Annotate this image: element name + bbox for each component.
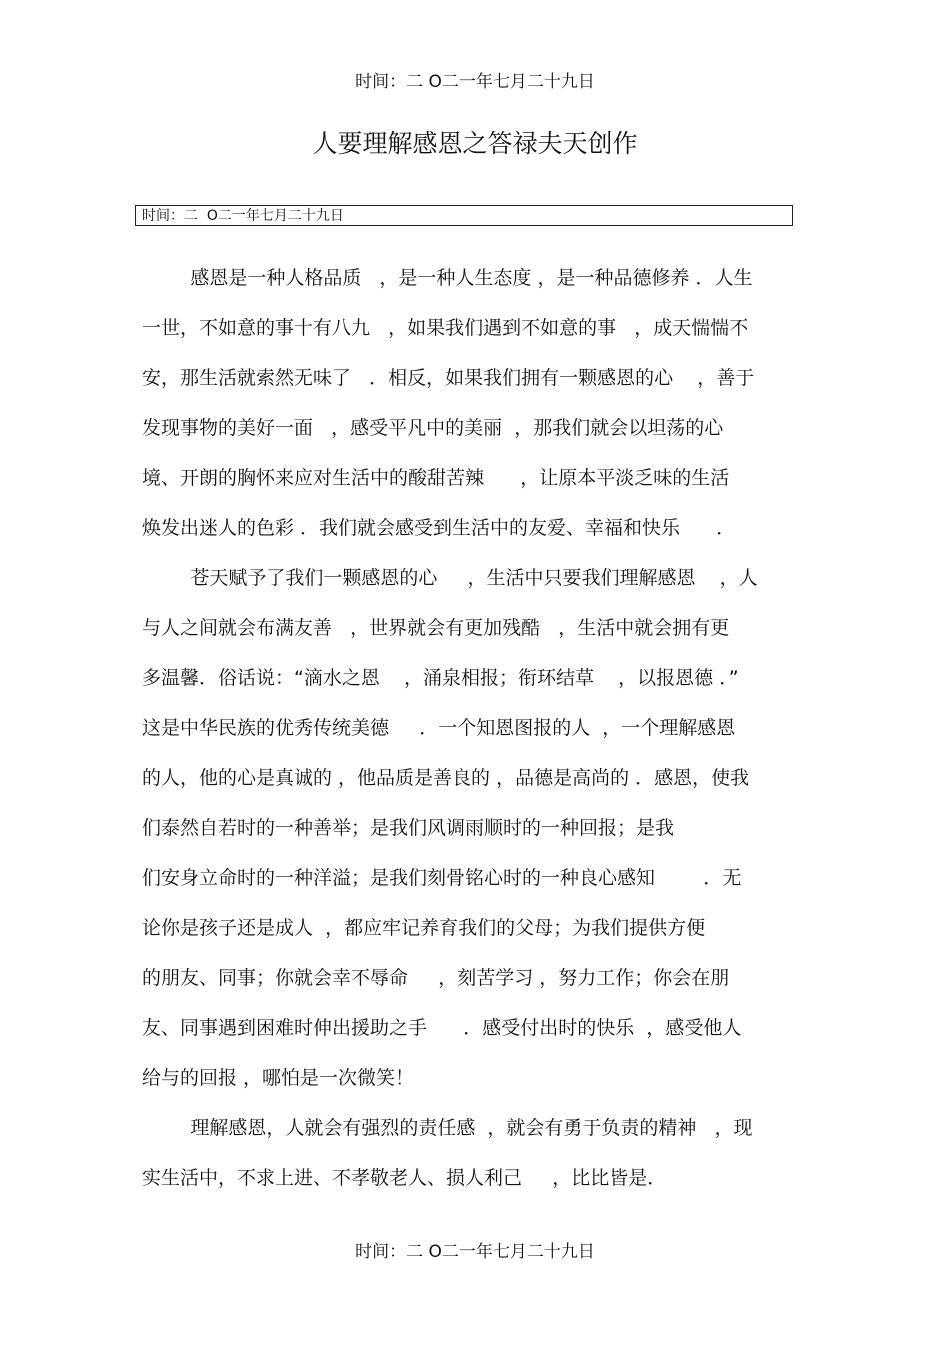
text-line: 感恩是一种人格品质 ，是一种人生态度 ，是一种品德修养 ．人生 [142,267,753,289]
boxed-time-field: 时间：二 O二一年七月二十九日 [135,205,793,226]
text-line: 理解感恩，人就会有强烈的责任感 ，就会有勇于负责的精神 ，现 [142,1117,753,1139]
text-line: 给与的回报 ，哪怕是一次微笑！ [142,1067,415,1089]
text-line: 境、开朗的胸怀来应对生活中的酸甜苦辣 ，让原本平淡乏味的生活 [142,467,730,489]
footer-time: 时间：二 O二一年七月二十九日 [355,1242,595,1262]
text-line: 安，那生活就索然无味了 ．相反，如果我们拥有一颗感恩的心 ，善于 [142,367,755,389]
text-line: 们泰然自若时的一种善举；是我们风调雨顺时的一种回报；是我 [142,817,675,839]
text-line: 友、同事遇到困难时伸出援助之手 ．感受付出时的快乐 ，感受他人 [142,1017,742,1039]
text-line: 们安身立命时的一种洋溢；是我们刻骨铭心时的一种良心感知 ．无 [142,867,742,889]
text-line: 焕发出迷人的色彩 ．我们就会感受到生活中的友爱、幸福和快乐 ． [142,517,736,539]
text-line: 苍天赋予了我们一颗感恩的心 ，生活中只要我们理解感恩 ，人 [142,567,758,589]
text-line: 的朋友、同事；你就会幸不辱命 ，刻苦学习 ，努力工作；你会在朋 [142,967,730,989]
text-line: 实生活中，不求上进、不孝敬老人、损人利己 ，比比皆是． [142,1167,667,1189]
text-line: 论你是孩子还是成人 ，都应牢记养育我们的父母；为我们提供方便 [142,917,706,939]
body-text [142,253,810,1203]
header-time: 时间：二 O二一年七月二十九日 [355,72,595,92]
text-line: 这是中华民族的优秀传统美德 ．一个知恩图报的人 ，一个理解感恩 [142,717,736,739]
document-title: 人要理解感恩之答禄夫天创作 [312,129,638,158]
text-line: 一世，不如意的事十有八九 ，如果我们遇到不如意的事 ，成天惴惴不 [142,317,749,339]
text-line: 多温馨．俗话说：“滴水之恩 ，涌泉相报；衔环结草 ，以报恩德 ．” [142,667,739,689]
text-line: 与人之间就会布满友善 ，世界就会有更加残酷 ，生活中就会拥有更 [142,617,730,639]
text-line: 的人，他的心是真诚的 ，他品质是善良的 ，品德是高尚的 ．感恩，使我 [142,767,750,789]
text-line: 发现事物的美好一面 ，感受平凡中的美丽 ，那我们就会以坦荡的心 [142,417,724,439]
